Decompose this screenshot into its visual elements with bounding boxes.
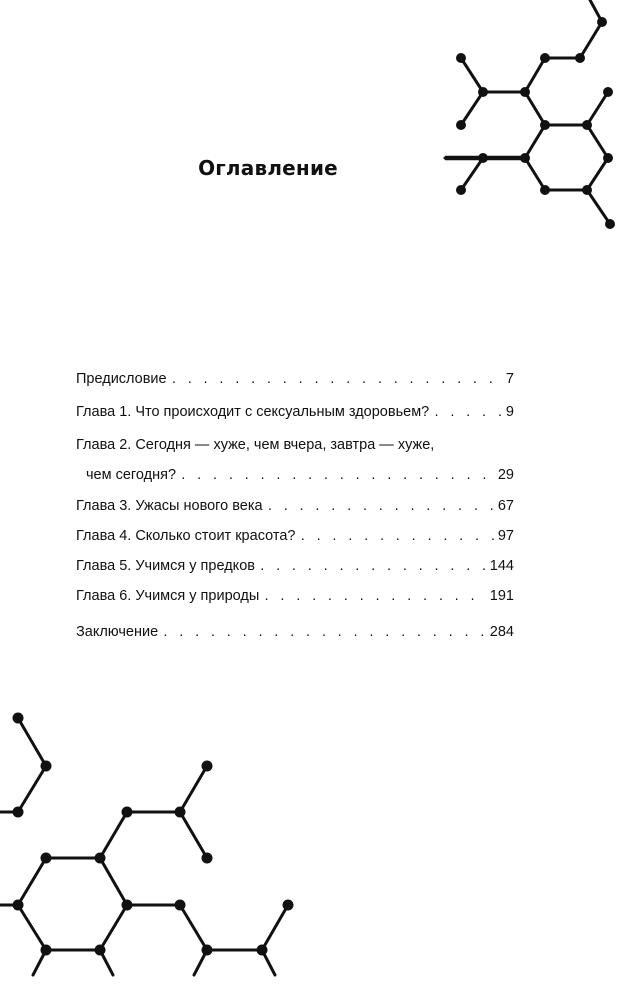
toc-entry-chapter-5[interactable] [76, 555, 514, 577]
toc-page-number: 9 [505, 404, 514, 420]
dot-leader [433, 402, 503, 424]
toc-page-number: 29 [497, 467, 514, 483]
toc-entry-title: Глава 2. Сегодня — хуже, чем вчера, завтра — хуже, [76, 437, 435, 453]
toc-page-number: 284 [489, 624, 514, 640]
toc-entry-title: Глава 6. Учимся у природы [76, 588, 260, 604]
toc-entry-chapter-3[interactable] [76, 495, 514, 517]
dot-leader [299, 526, 494, 548]
toc-entry-title: Глава 1. Что происходит с сексуальным здоровьем? [76, 404, 430, 420]
dot-leader [180, 465, 495, 487]
toc-page-number: 144 [489, 558, 514, 574]
molecule-graphic-top-right [440, 0, 619, 240]
toc-entry-title: Глава 4. Сколько стоит красота? [76, 528, 296, 544]
dot-leader [259, 556, 487, 578]
toc-entry-chapter-2-continuation[interactable] [76, 464, 514, 486]
dot-leader [263, 586, 487, 608]
toc-page-number: 7 [505, 371, 514, 387]
page-title: Оглавление [198, 156, 338, 180]
toc-entry-chapter-1[interactable] [76, 401, 514, 423]
toc-entry-title: Глава 5. Учимся у предков [76, 558, 255, 574]
toc-page-number: 97 [497, 528, 514, 544]
toc-page-number: 191 [489, 588, 514, 604]
molecule-graphic-bottom-left [0, 705, 300, 980]
dot-leader [162, 622, 487, 644]
toc-entry-chapter-6[interactable] [76, 585, 514, 607]
toc-entry-preface[interactable] [76, 368, 514, 390]
toc-entry-conclusion[interactable] [76, 621, 514, 643]
table-of-contents [76, 368, 514, 640]
toc-entry-chapter-4[interactable] [76, 525, 514, 547]
toc-entry-title: Заключение [76, 624, 159, 640]
toc-entry-title: Предисловие [76, 371, 167, 387]
toc-entry-title: Глава 3. Ужасы нового века [76, 498, 263, 514]
toc-entry-title-continuation: чем сегодня? [86, 467, 177, 483]
dot-leader [171, 369, 503, 391]
dot-leader [267, 496, 495, 518]
toc-entry-chapter-2[interactable] [76, 434, 514, 456]
toc-page-number: 67 [497, 498, 514, 514]
